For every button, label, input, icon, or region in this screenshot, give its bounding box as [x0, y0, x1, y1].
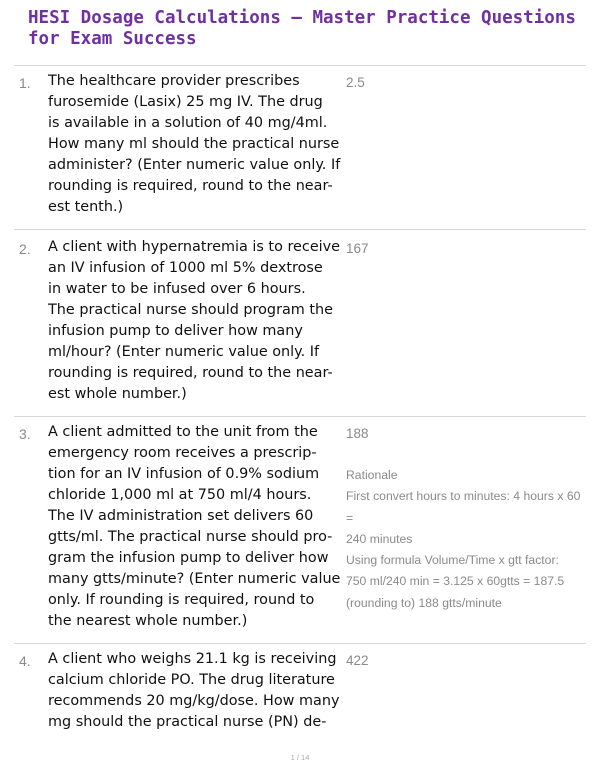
question-number: 3. — [19, 426, 31, 442]
question-text: The healthcare provider prescribes furosemide (Lasix) 25 mg IV. The drug is available in a solution of 40 mg/4ml. How many ml should the practical nurse administer? (Enter numeric value only. If rounding is required, round to the near- est tenth.) — [48, 73, 341, 215]
question-number: 2. — [19, 241, 31, 257]
document-title: HESI Dosage Calculations – Master Practice Questions for Exam Success — [28, 8, 576, 49]
question-text: A client who weighs 21.1 kg is receiving calcium chloride PO. The drug literature recommends 20 mg/kg/dose. How many mg should the practical nurse (PN) de- — [48, 651, 340, 730]
rationale-text: Rationale First convert hours to minutes: 4 hours x 60 = 240 minutes Using formula Volume/Time x gtt factor: 750 ml/240 min = 3.125 x 60gtts = 187.5 (rounding to) 188 gtts/minute — [346, 468, 581, 610]
answer-value: 167 — [346, 241, 369, 256]
divider — [14, 65, 586, 66]
answer-value: 188 — [346, 426, 369, 441]
page-number: 1 / 14 — [290, 753, 310, 762]
question-number: 1. — [19, 75, 31, 91]
divider — [14, 229, 586, 230]
divider — [14, 416, 586, 417]
answer-value: 2.5 — [346, 75, 365, 90]
answer-value: 422 — [346, 653, 369, 668]
question-number: 4. — [19, 653, 31, 669]
divider — [14, 643, 586, 644]
question-text: A client with hypernatremia is to receive an IV infusion of 1000 ml 5% dextrose in water to be infused over 6 hours. The practical nurse should program the infusion pump to deliver how many ml/hour? (Enter numeric value only. If rounding is required, round to the near- est whole number.) — [48, 239, 341, 402]
question-text: A client admitted to the unit from the emergency room receives a prescrip- tion for an IV infusion of 0.9% sodium chloride 1,000 ml at 750 ml/4 hours. The IV administration set delivers 60 gtts/ml. The practical nurse should pro- gram the infusion pump to deliver how many gtts/minute? (Enter numeric value only. If rounding is required, round to the nearest whole number.) — [48, 424, 341, 629]
